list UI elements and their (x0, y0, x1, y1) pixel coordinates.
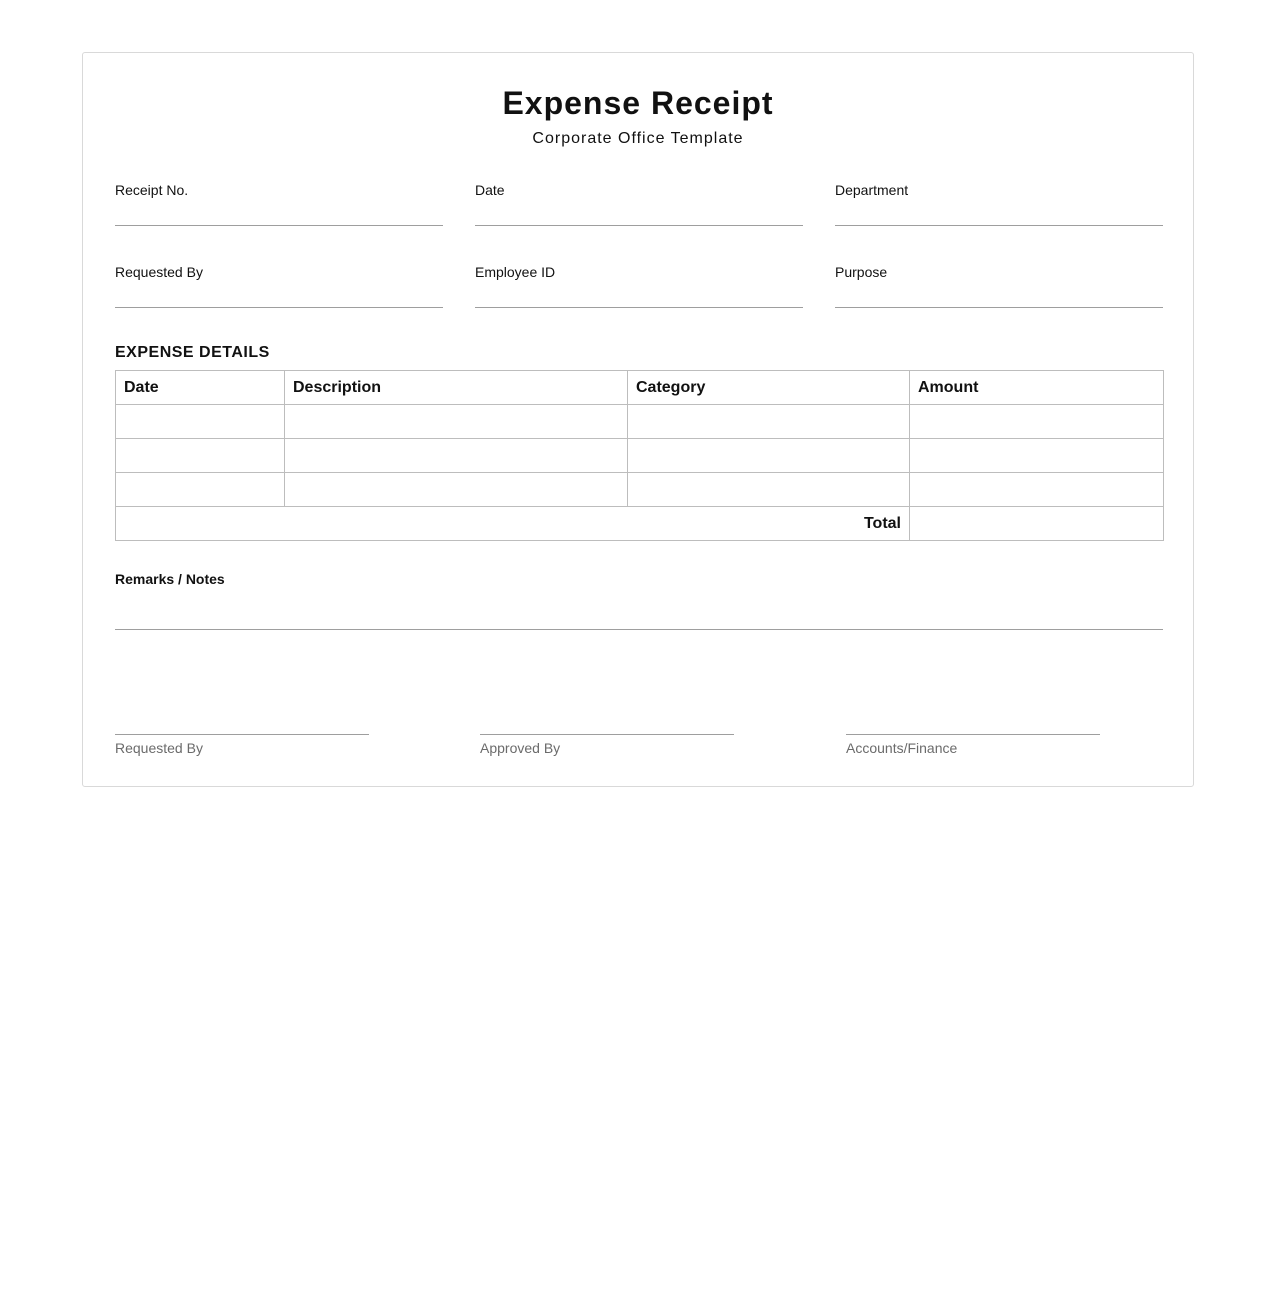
signature-line[interactable] (480, 734, 734, 735)
total-label: Total (116, 507, 910, 541)
column-header-amount: Amount (910, 371, 1164, 405)
requested-by-field (115, 263, 443, 308)
employee-id-input[interactable] (475, 281, 803, 303)
signature-line[interactable] (115, 734, 369, 735)
expense-receipt-form (82, 52, 1194, 787)
table-cell[interactable] (628, 473, 910, 507)
expense-details-heading: EXPENSE DETAILS (115, 344, 270, 361)
purpose-field (835, 263, 1163, 308)
table-cell[interactable] (910, 473, 1164, 507)
employee-id-label: Employee ID (475, 264, 556, 280)
table-cell[interactable] (628, 439, 910, 473)
column-header-description: Description (285, 371, 628, 405)
total-amount-cell[interactable] (910, 507, 1164, 541)
table-cell[interactable] (910, 439, 1164, 473)
requested-by-label: Requested By (115, 264, 203, 280)
table-row (116, 473, 1164, 507)
table-row (116, 405, 1164, 439)
table-cell[interactable] (116, 405, 285, 439)
receipt-number-field (115, 181, 443, 226)
date-field (475, 181, 803, 226)
signature-approved-by (480, 734, 734, 757)
remarks-input-line[interactable] (115, 629, 1163, 630)
date-label: Date (475, 182, 505, 198)
signature-accounts-finance (846, 734, 1100, 757)
table-cell[interactable] (910, 405, 1164, 439)
table-cell[interactable] (116, 473, 285, 507)
column-header-date: Date (116, 371, 285, 405)
expense-table (115, 370, 1164, 541)
signature-label-accounts-finance: Accounts/Finance (846, 740, 958, 756)
table-cell[interactable] (285, 439, 628, 473)
date-input[interactable] (475, 199, 803, 221)
table-cell[interactable] (285, 405, 628, 439)
department-field (835, 181, 1163, 226)
requested-by-input[interactable] (115, 281, 443, 303)
total-row (116, 507, 1164, 541)
remarks-label: Remarks / Notes (115, 571, 225, 587)
form-subtitle: Corporate Office Template (532, 130, 744, 147)
purpose-input[interactable] (835, 281, 1163, 303)
department-label: Department (835, 182, 909, 198)
table-cell[interactable] (116, 439, 285, 473)
signature-line[interactable] (846, 734, 1100, 735)
signature-requested-by (115, 734, 369, 757)
table-row (116, 439, 1164, 473)
form-title: Expense Receipt (502, 85, 774, 121)
receipt-number-label: Receipt No. (115, 182, 189, 198)
employee-id-field (475, 263, 803, 308)
purpose-label: Purpose (835, 264, 888, 280)
receipt-number-input[interactable] (115, 199, 443, 221)
department-input[interactable] (835, 199, 1163, 221)
table-cell[interactable] (285, 473, 628, 507)
signature-label-approved-by: Approved By (480, 740, 561, 756)
header-fields (115, 181, 1163, 308)
signature-label-requested-by: Requested By (115, 740, 203, 756)
table-header-row (116, 371, 1164, 405)
column-header-category: Category (628, 371, 910, 405)
table-cell[interactable] (628, 405, 910, 439)
